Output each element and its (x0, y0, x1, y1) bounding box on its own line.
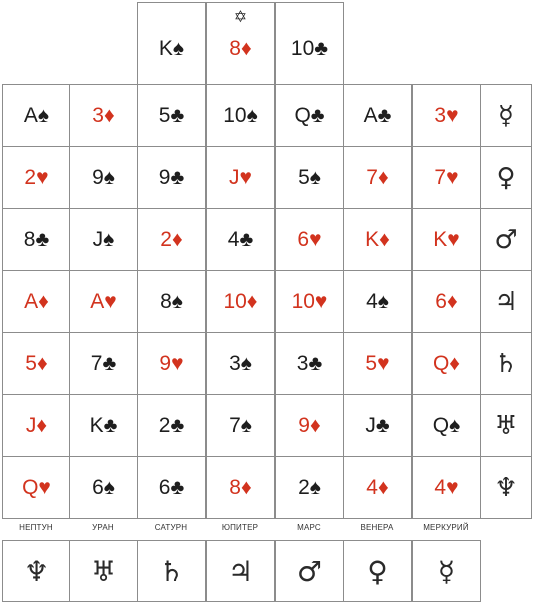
card-cell[interactable] (2, 332, 71, 395)
card-cell[interactable] (343, 146, 412, 209)
column-planet-label: ВЕНЕРА (360, 523, 394, 532)
card-cell[interactable] (343, 332, 412, 395)
card-cell[interactable] (137, 84, 206, 147)
card-label: 6♠ (92, 475, 115, 499)
card-cell[interactable] (2, 456, 71, 519)
card-label: 5♠ (298, 165, 321, 189)
row-planet-symbol-icon: ♆ (480, 456, 532, 519)
card-cell[interactable] (412, 270, 481, 333)
card-label: Q♠ (432, 413, 461, 437)
card-cell[interactable] (2, 394, 71, 457)
card-label: A♦ (24, 289, 49, 313)
card-label: 2♥ (24, 165, 49, 189)
card-label: 3♠ (229, 351, 252, 375)
card-cell[interactable] (69, 270, 138, 333)
column-planet-label: УРАН (92, 523, 114, 532)
card-cell[interactable] (275, 456, 344, 519)
card-cell[interactable] (275, 394, 344, 457)
card-label: 8♠ (160, 289, 183, 313)
row-planet-symbol-icon: ♅ (480, 394, 532, 457)
card-cell[interactable] (343, 456, 412, 519)
card-cell[interactable] (206, 146, 275, 209)
card-label: 2♠ (298, 475, 321, 499)
card-label: 5♣ (158, 103, 185, 127)
card-label: 4♥ (434, 475, 459, 499)
card-cell[interactable] (275, 208, 344, 271)
card-cell[interactable] (206, 456, 275, 519)
card-label: 7♦ (366, 165, 389, 189)
card-cell[interactable] (206, 208, 275, 271)
card-label: J♣ (365, 413, 390, 437)
card-label: 6♦ (435, 289, 458, 313)
star-of-david-icon: ✡ (233, 7, 248, 26)
row-planet-symbol-icon: ♄ (480, 332, 532, 395)
card-cell[interactable] (343, 270, 412, 333)
row-planet-symbol-icon: ☿ (480, 84, 532, 147)
card-label: 8♣ (23, 227, 50, 251)
card-label: K♥ (433, 227, 460, 251)
card-cell[interactable] (69, 208, 138, 271)
card-cell[interactable] (206, 394, 275, 457)
card-cell[interactable] (412, 84, 481, 147)
card-label: 5♦ (25, 351, 48, 375)
card-cell[interactable] (137, 270, 206, 333)
card-label: J♦ (25, 413, 48, 437)
card-label: 2♣ (158, 413, 185, 437)
card-cell[interactable] (412, 208, 481, 271)
card-label: K♦ (365, 227, 390, 251)
card-cell[interactable] (412, 394, 481, 457)
card-cell[interactable] (69, 146, 138, 209)
card-cell[interactable] (206, 332, 275, 395)
card-label: 3♣ (296, 351, 323, 375)
card-label: 4♠ (366, 289, 389, 313)
card-cell[interactable] (412, 456, 481, 519)
top-card-cell[interactable] (137, 2, 206, 85)
column-planet-symbol-icon: ♀ (343, 540, 412, 602)
column-planet-symbol-icon: ♆ (2, 540, 71, 602)
card-cell[interactable] (137, 394, 206, 457)
column-planet-symbol-icon: ♄ (137, 540, 206, 602)
card-label: 10♥ (291, 289, 328, 313)
card-label: K♠ (158, 36, 185, 60)
card-label: A♣ (363, 103, 392, 127)
card-label: 7♠ (229, 413, 252, 437)
card-cell[interactable] (412, 146, 481, 209)
column-planet-symbol-icon: ☿ (412, 540, 481, 602)
card-label: 9♣ (158, 165, 185, 189)
card-label: 9♥ (159, 351, 184, 375)
card-label: A♠ (23, 103, 50, 127)
card-cell[interactable] (275, 146, 344, 209)
column-planet-symbol-icon: ♅ (69, 540, 138, 602)
column-planet-symbol-icon: ♂ (275, 540, 344, 602)
card-cell[interactable] (2, 270, 71, 333)
card-cell[interactable] (137, 456, 206, 519)
column-planet-label: САТУРН (154, 523, 188, 532)
card-label: 9♦ (298, 413, 321, 437)
card-label: 7♥ (434, 165, 459, 189)
card-cell[interactable] (343, 394, 412, 457)
card-label: J♥ (229, 165, 252, 189)
card-label: 10♦ (223, 289, 258, 313)
column-planet-label: МАРС (297, 523, 321, 532)
card-label: 6♥ (297, 227, 322, 251)
card-cell[interactable] (2, 84, 71, 147)
card-label: J♠ (92, 227, 115, 251)
column-planet-label: ЮПИТЕР (221, 523, 259, 532)
card-label: 3♥ (434, 103, 459, 127)
card-label: Q♦ (432, 351, 461, 375)
card-label: 6♣ (158, 475, 185, 499)
top-card-cell[interactable] (275, 2, 344, 85)
card-label: 4♣ (227, 227, 254, 251)
card-label: 7♣ (90, 351, 117, 375)
card-label: 2♦ (160, 227, 183, 251)
card-cell[interactable] (275, 270, 344, 333)
card-cell[interactable] (2, 146, 71, 209)
card-cell[interactable] (206, 270, 275, 333)
card-label: 10♠ (223, 103, 258, 127)
card-cell[interactable] (137, 208, 206, 271)
top-card-cell[interactable] (206, 2, 275, 85)
card-cell[interactable] (343, 84, 412, 147)
card-cell[interactable] (69, 394, 138, 457)
card-cell[interactable] (412, 332, 481, 395)
card-label: 3♦ (92, 103, 115, 127)
card-cell[interactable] (343, 208, 412, 271)
card-label: 5♥ (365, 351, 390, 375)
card-cell[interactable] (69, 332, 138, 395)
row-planet-symbol-icon: ♂ (480, 208, 532, 271)
card-label: 8♦ (229, 36, 252, 60)
card-label: Q♥ (22, 475, 51, 499)
card-cell[interactable] (206, 84, 275, 147)
card-label: 10♣ (290, 36, 329, 60)
card-label: K♣ (89, 413, 118, 437)
card-cell[interactable] (275, 332, 344, 395)
card-cell[interactable] (137, 146, 206, 209)
row-planet-symbol-icon: ♀ (480, 146, 532, 209)
card-cell[interactable] (2, 208, 71, 271)
card-cell[interactable] (69, 84, 138, 147)
card-label: Q♣ (294, 103, 325, 127)
row-planet-symbol-icon: ♃ (480, 270, 532, 333)
card-cell[interactable] (137, 332, 206, 395)
card-label: 9♠ (92, 165, 115, 189)
card-label: A♥ (90, 289, 117, 313)
card-cell[interactable] (275, 84, 344, 147)
column-planet-label: НЕПТУН (19, 523, 53, 532)
column-planet-symbol-icon: ♃ (206, 540, 275, 602)
card-label: 8♦ (229, 475, 252, 499)
card-cell[interactable] (69, 456, 138, 519)
column-planet-label: МЕРКУРИЙ (423, 523, 469, 532)
card-label: 4♦ (366, 475, 389, 499)
